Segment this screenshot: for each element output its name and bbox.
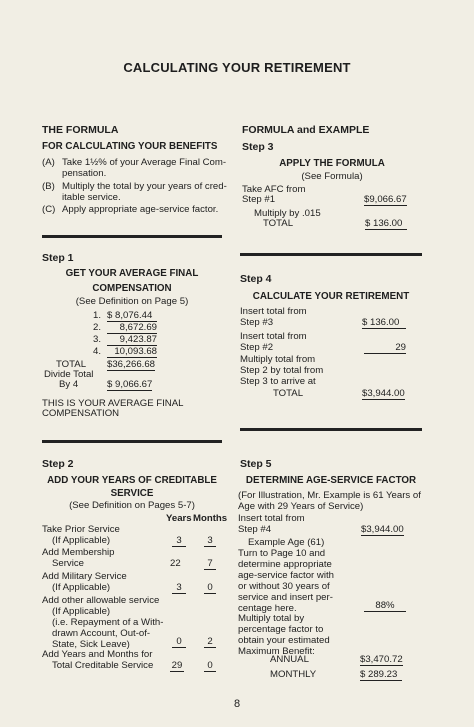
row-line: Add Years and Months for [42,649,153,660]
step2-label: Step 2 [42,458,74,470]
step1-divide-label: By 4 [59,379,79,390]
step3-title: APPLY THE FORMULA [279,158,385,169]
monthly-amount: $ 289.23 [360,669,402,681]
step1-title: COMPENSATION [92,283,172,294]
step5-insert: Insert total from [238,513,305,524]
step1-divide-value [107,379,152,391]
formula-heading: THE FORMULA [42,124,119,136]
months-value: 3 [204,535,216,547]
step2-title: ADD YOUR YEARS OF CREDITABLE [47,475,217,486]
step4-value [362,317,406,329]
formula-item-line: pensation. [62,168,107,179]
step5-title: DETERMINE AGE-SERVICE FACTOR [245,475,417,486]
step1-footer: THIS IS YOUR AVERAGE FINAL [42,398,184,409]
step4-line: Step 3 to arrive at [240,376,316,387]
step3-take-label: Take AFC from [242,184,306,195]
years-value: 3 [172,582,186,594]
total-value: $36,266.68 [107,359,156,370]
step2-row-label [42,547,115,569]
step4-line: Step #3 [240,317,274,328]
step5-insert: Step #4 [238,524,272,535]
step2-row-label [42,595,163,650]
formula-item-line: Apply appropriate age-service factor. [62,204,219,215]
row-number: 1. [93,310,102,321]
row-line: (If Applicable) [52,582,111,593]
monthly-label: MONTHLY [270,669,317,680]
row-line: (i.e. Repayment of a With- [52,617,164,628]
row-line: Total Creditable Service [52,660,154,671]
step2-note: (See Definition on Pages 5-7) [69,500,195,511]
page-number: 8 [233,698,241,710]
step4-line: Insert total from [240,331,307,342]
step1-note: (See Definition on Page 5) [75,296,189,307]
step2-row-label [42,571,127,593]
formula-item-b [42,181,55,192]
step5-percentage [364,600,406,612]
months-value: 0 [204,660,216,672]
formula-item-text [62,181,227,203]
multiply-line: obtain your estimated [238,635,330,646]
step1-row [93,322,101,333]
section-divider [240,428,422,431]
step1-row-value [107,334,157,346]
divide-value: $ 9,066.67 [107,379,153,390]
total-value: $3,944.00 [362,388,405,399]
example-line: Example Age (61) [248,537,325,548]
col-header-months: Months [193,513,228,524]
example-line: Turn to Page 10 and [238,548,326,559]
step2-months [204,636,216,648]
step5-intro: Age with 29 Years of Service) [238,501,364,512]
step1-footer: COMPENSATION [42,408,120,419]
step2-months [204,535,216,547]
step1-row [93,334,101,345]
value: 29 [364,342,406,354]
years-value: 3 [172,535,186,547]
step1-total-label: TOTAL [56,359,87,370]
row-line: Service [52,558,84,569]
step2-years [172,535,186,547]
step2-months [204,582,216,594]
step4-line: Step #2 [240,342,274,353]
step4-line: Step 2 by total from [240,365,324,376]
row-line: (If Applicable) [52,535,111,546]
row-line: Add Membership [42,547,115,558]
take-value: $9,066.67 [364,194,407,205]
formula-example-heading: FORMULA and EXAMPLE [242,124,370,136]
step4-total-label: TOTAL [273,388,304,399]
page-title: CALCULATING YOUR RETIREMENT [123,60,351,75]
monthly-value [360,669,402,681]
step5-multiply-text [238,613,330,657]
step1-row-value [107,346,157,358]
formula-item-line: itable service. [62,192,121,203]
row-line: Add other allowable service [42,595,160,606]
step4-title: CALCULATE YOUR RETIREMENT [252,291,410,302]
years-value: 0 [172,636,186,648]
row-value: 8,672.69 [107,322,157,334]
step1-row [93,310,101,321]
multiply-line: Maximum Benefit: [238,646,315,657]
step3-multiply: Multiply by .015 [254,208,321,219]
formula-item-line: Take 1½% of your Average Final Com- [62,157,227,168]
step2-years [172,582,186,594]
months-value: 7 [204,558,216,570]
row-value: 10,093.68 [107,346,157,358]
step3-total-value [365,218,407,230]
value: $ 136.00 [362,317,406,329]
years-value: 22 [170,558,181,569]
row-value: $ 8,076.44 [107,310,157,322]
insert-value: $3,944.00 [361,524,404,535]
step3-total-label: TOTAL [263,218,294,229]
step5-example-text [238,537,334,614]
step3-take-value [364,194,407,206]
total-value: $ 136.00 [365,218,407,230]
formula-item-text [62,157,226,179]
multiply-line: percentage factor to [238,624,324,635]
step2-row-label [42,524,120,546]
step5-intro: (For Illustration, Mr. Example is 61 Years of [238,490,421,501]
formula-item-line: Multiply the total by your years of cred- [62,181,227,192]
step1-row [93,346,101,357]
step4-label: Step 4 [240,273,272,285]
section-divider [42,235,222,238]
row-number: 3. [93,334,102,345]
example-line: determine appropriate [238,559,332,570]
step5-label: Step 5 [240,458,272,470]
example-line: or without 30 years of [238,581,330,592]
months-value: 0 [204,582,216,594]
step4-line: Insert total from [240,306,307,317]
step3-take-label: Step #1 [242,194,276,205]
step2-months [204,660,216,672]
step2-title: SERVICE [110,488,154,499]
step1-total-value [107,359,155,371]
step2-years [172,636,186,648]
multiply-line: Multiply total by [238,613,305,624]
annual-amount: $3,470.72 [360,654,403,665]
months-value: 2 [204,636,216,648]
formula-item-letter: (C) [42,204,56,215]
example-line: centage here. [238,603,297,614]
example-line: age-service factor with [238,570,334,581]
step4-line: Multiply total from [240,354,316,365]
formula-item-letter: (A) [42,157,55,168]
section-divider [42,440,222,443]
step2-row-label [42,649,153,671]
formula-item-text [62,204,218,215]
formula-item-c [42,204,55,215]
col-header-years: Years [166,513,192,524]
row-value: 9,423.87 [107,334,157,346]
row-line: drawn Account, Out-of- [52,628,151,639]
step3-label: Step 3 [242,141,274,153]
section-divider [240,253,422,256]
step2-years [170,660,184,672]
step1-divide-label: Divide Total [44,369,94,380]
step3-note: (See Formula) [301,171,363,182]
step5-insert-value [361,524,404,536]
row-number: 4. [93,346,102,357]
row-line: Add Military Service [42,571,127,582]
annual-value [360,654,403,666]
example-line: service and insert per- [238,592,333,603]
years-value: 29 [171,660,183,671]
formula-item-a [42,157,55,168]
formula-item-letter: (B) [42,181,55,192]
row-line: State, Sick Leave) [52,639,130,650]
step2-months [204,558,216,570]
percentage-value: 88% [364,600,406,612]
step2-years [170,558,181,569]
formula-subheading: FOR CALCULATING YOUR BENEFITS [42,141,218,152]
step1-title: GET YOUR AVERAGE FINAL [65,268,199,279]
annual-label: ANNUAL [270,654,309,665]
row-number: 2. [93,322,102,333]
step1-row-value [107,310,157,322]
step1-row-value [107,322,157,334]
step4-total-value [362,388,405,400]
row-line: (If Applicable) [52,606,111,617]
step4-value [364,342,406,354]
step1-label: Step 1 [42,252,74,264]
row-line: Take Prior Service [42,524,120,535]
